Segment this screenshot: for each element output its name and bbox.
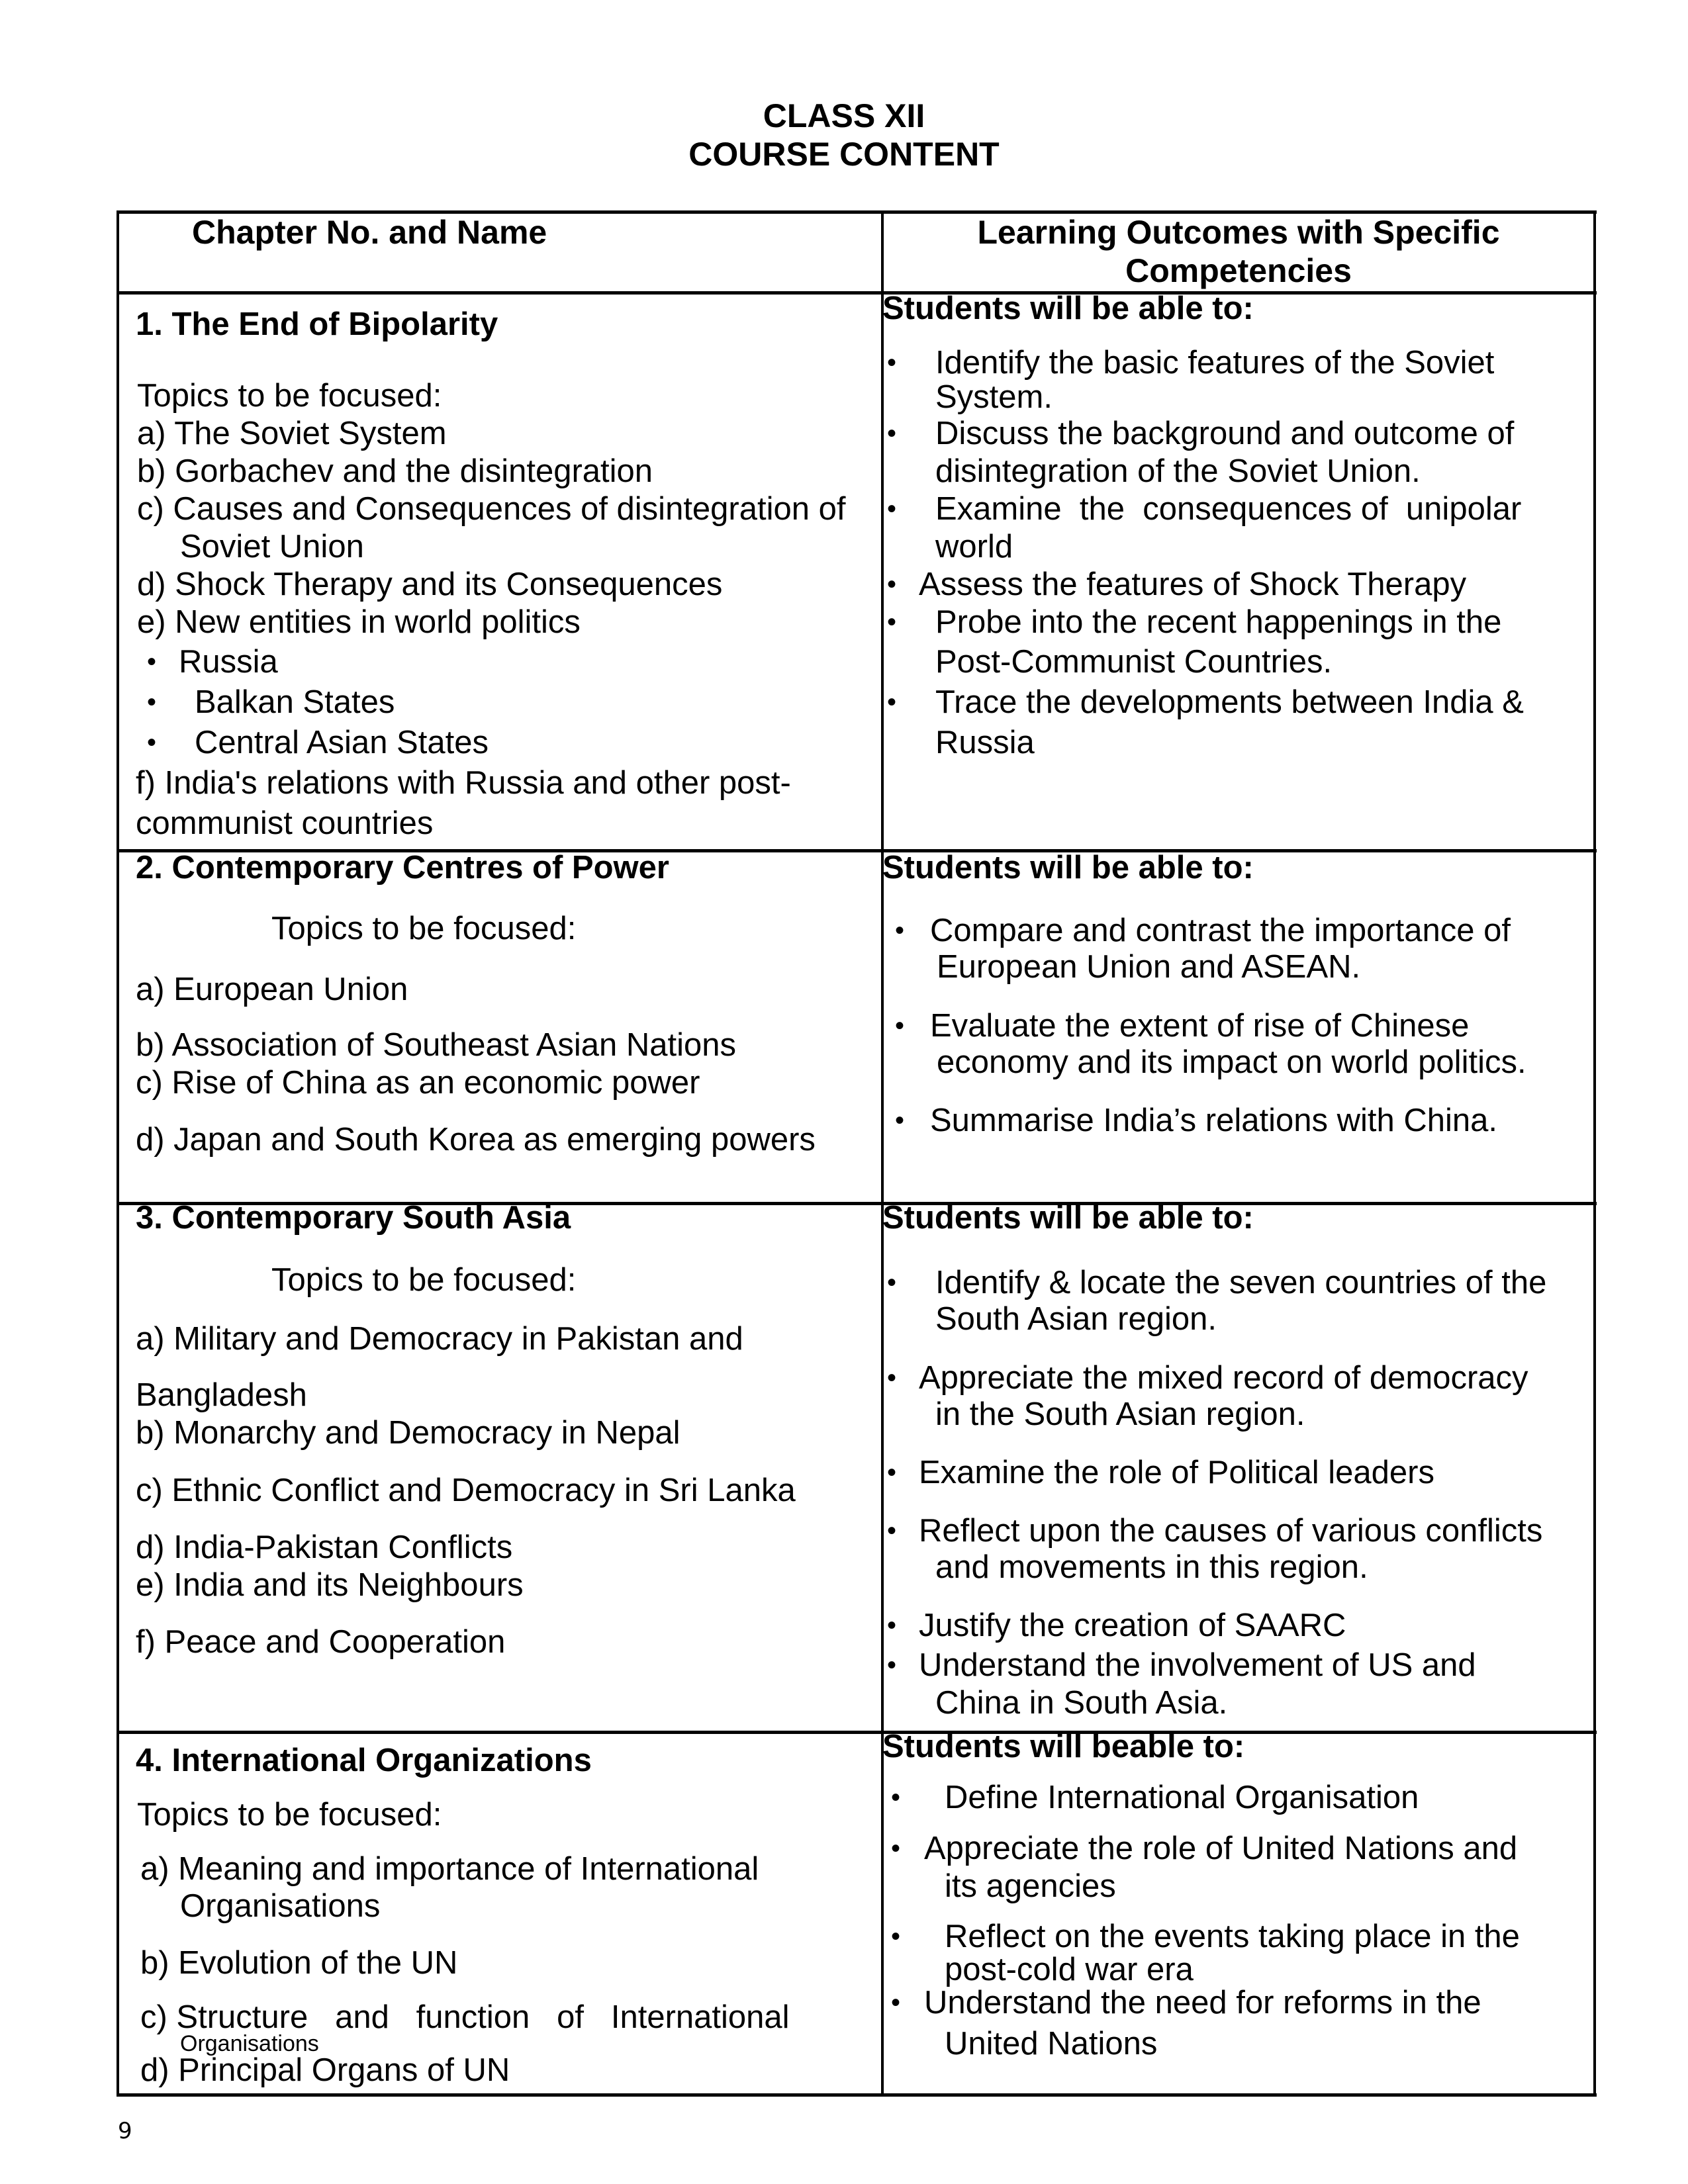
outcome-item: Probe into the recent happenings in the — [935, 604, 1502, 640]
outcome-item-continued: Russia — [935, 725, 1035, 760]
bullet-icon: • — [887, 1516, 897, 1545]
topic-item: e) New entities in world politics — [137, 604, 581, 640]
table-border-left — [117, 210, 119, 2097]
topic-item: c) Rise of China as an economic power — [136, 1065, 700, 1101]
outcome-item: Reflect on the events taking place in the — [945, 1919, 1520, 1954]
document-subtitle: COURSE CONTENT — [688, 136, 1000, 173]
bullet-icon: • — [887, 419, 897, 448]
topic-item: b) Association of Southeast Asian Nations — [136, 1027, 737, 1063]
header-outcomes-line2: Competencies — [1125, 252, 1352, 289]
outcome-item: Understand the need for reforms in the — [924, 1985, 1481, 2021]
topic-item: f) Peace and Cooperation — [136, 1624, 506, 1660]
outcome-item: Define International Organisation — [945, 1780, 1419, 1815]
topic-item-continued: Soviet Union — [180, 529, 364, 565]
chapter-title: 4. International Organizations — [136, 1743, 592, 1778]
topic-item: c) Structure and function of International — [140, 1999, 790, 2035]
bullet-icon: • — [887, 608, 897, 637]
outcome-item: Assess the features of Shock Therapy — [919, 567, 1467, 602]
topic-item: d) Japan and South Korea as emerging powers — [136, 1122, 816, 1158]
outcome-item: Evaluate the extent of rise of Chinese — [930, 1008, 1470, 1044]
outcome-item-continued: disintegration of the Soviet Union. — [935, 453, 1421, 489]
topics-label: Topics to be focused: — [271, 1262, 577, 1298]
outcome-item: Appreciate the role of United Nations and — [924, 1831, 1518, 1866]
outcome-item: Examine the role of Political leaders — [919, 1455, 1434, 1490]
topic-item: e) India and its Neighbours — [136, 1567, 524, 1603]
outcome-item-continued: China in South Asia. — [935, 1685, 1228, 1721]
outcome-item: Justify the creation of SAARC — [919, 1608, 1346, 1643]
outcomes-label: Students will be able to: — [882, 1200, 1254, 1236]
topic-item-continued: Bangladesh — [136, 1377, 307, 1413]
bullet-icon: • — [147, 647, 157, 676]
document-title: CLASS XII — [763, 97, 925, 134]
outcome-item: Trace the developments between India & — [935, 684, 1524, 720]
chapter-title: 1. The End of Bipolarity — [136, 306, 498, 342]
bullet-icon: • — [887, 1651, 897, 1680]
header-outcomes-line1: Learning Outcomes with Specific — [977, 214, 1500, 251]
row-divider — [117, 291, 1597, 295]
table-border-right — [1593, 210, 1596, 2097]
row-divider — [117, 1731, 1597, 1734]
outcome-item-continued: post-cold war era — [945, 1952, 1194, 1987]
outcome-item-continued: in the South Asian region. — [935, 1396, 1305, 1432]
outcome-item: Identify & locate the seven countries of the — [935, 1265, 1547, 1300]
outcome-item: Compare and contrast the importance of — [930, 913, 1511, 948]
topic-item-continued: Organisations — [180, 2031, 319, 2056]
topic-item: d) Shock Therapy and its Consequences — [137, 567, 723, 602]
bullet-icon: • — [147, 728, 157, 757]
outcomes-label: Students will be able to: — [882, 291, 1254, 326]
outcome-item: Understand the involvement of US and — [919, 1647, 1476, 1683]
outcome-item: Examine the consequences of unipolar — [935, 491, 1522, 527]
outcome-item-continued: United Nations — [945, 2026, 1158, 2062]
topic-subitem: Central Asian States — [195, 725, 489, 760]
topic-subitem: Balkan States — [195, 684, 395, 720]
chapter-title: 3. Contemporary South Asia — [136, 1200, 571, 1236]
bullet-icon: • — [887, 570, 897, 599]
topic-item: b) Gorbachev and the disintegration — [137, 453, 653, 489]
bullet-icon: • — [147, 688, 157, 717]
bullet-icon: • — [887, 348, 897, 377]
bullet-icon: • — [895, 1011, 905, 1040]
outcome-item-continued: and movements in this region. — [935, 1549, 1368, 1585]
outcomes-label: Students will beable to: — [882, 1729, 1245, 1764]
bullet-icon: • — [895, 1106, 905, 1135]
topic-subitem: Russia — [179, 644, 278, 680]
topic-item: b) Evolution of the UN — [140, 1945, 458, 1981]
outcomes-label: Students will be able to: — [882, 850, 1254, 886]
topic-item: a) Meaning and importance of International — [140, 1851, 759, 1887]
topic-item: a) European Union — [136, 972, 408, 1007]
outcome-item-continued: European Union and ASEAN. — [937, 949, 1361, 985]
page-number: 9 — [118, 2118, 132, 2144]
outcome-item-continued: South Asian region. — [935, 1301, 1217, 1337]
bullet-icon: • — [895, 916, 905, 945]
outcome-item-continued: its agencies — [945, 1868, 1116, 1904]
topic-item: c) Causes and Consequences of disintegration of — [137, 491, 846, 527]
topics-label: Topics to be focused: — [137, 378, 442, 414]
topic-item-continued: communist countries — [136, 805, 434, 841]
bullet-icon: • — [887, 1268, 897, 1297]
topic-item: a) The Soviet System — [137, 416, 447, 451]
topic-item: f) India's relations with Russia and other post- — [136, 765, 791, 801]
topics-label: Topics to be focused: — [271, 911, 577, 946]
outcome-item: Reflect upon the causes of various conflicts — [919, 1513, 1543, 1549]
header-chapter: Chapter No. and Name — [192, 214, 547, 251]
topic-item: c) Ethnic Conflict and Democracy in Sri Lanka — [136, 1473, 796, 1508]
topic-item: d) Principal Organs of UN — [140, 2052, 510, 2088]
outcome-item: Appreciate the mixed record of democracy — [919, 1360, 1528, 1396]
topic-item: a) Military and Democracy in Pakistan and — [136, 1321, 743, 1357]
bullet-icon: • — [887, 688, 897, 717]
outcome-item: Identify the basic features of the Soviet — [935, 345, 1495, 381]
outcome-item: Discuss the background and outcome of — [935, 416, 1515, 451]
column-divider — [881, 210, 884, 2097]
outcome-item-continued: world — [935, 529, 1013, 565]
outcome-item-continued: System. — [935, 379, 1053, 415]
topic-item: d) India-Pakistan Conflicts — [136, 1529, 513, 1565]
bullet-icon: • — [887, 494, 897, 523]
bullet-icon: • — [891, 1988, 901, 2017]
outcome-item-continued: economy and its impact on world politics. — [937, 1044, 1526, 1080]
bullet-icon: • — [887, 1363, 897, 1392]
outcome-item-continued: Post-Communist Countries. — [935, 644, 1333, 680]
bullet-icon: • — [891, 1783, 901, 1812]
table-border-bottom — [117, 2093, 1597, 2097]
bullet-icon: • — [887, 1458, 897, 1487]
outcome-item: Summarise India’s relations with China. — [930, 1103, 1497, 1138]
topics-label: Topics to be focused: — [137, 1797, 442, 1833]
topic-item: b) Monarchy and Democracy in Nepal — [136, 1415, 680, 1451]
bullet-icon: • — [887, 1611, 897, 1640]
chapter-title: 2. Contemporary Centres of Power — [136, 850, 669, 886]
bullet-icon: • — [891, 1834, 901, 1863]
bullet-icon: • — [891, 1922, 901, 1951]
topic-item-continued: Organisations — [180, 1888, 381, 1924]
